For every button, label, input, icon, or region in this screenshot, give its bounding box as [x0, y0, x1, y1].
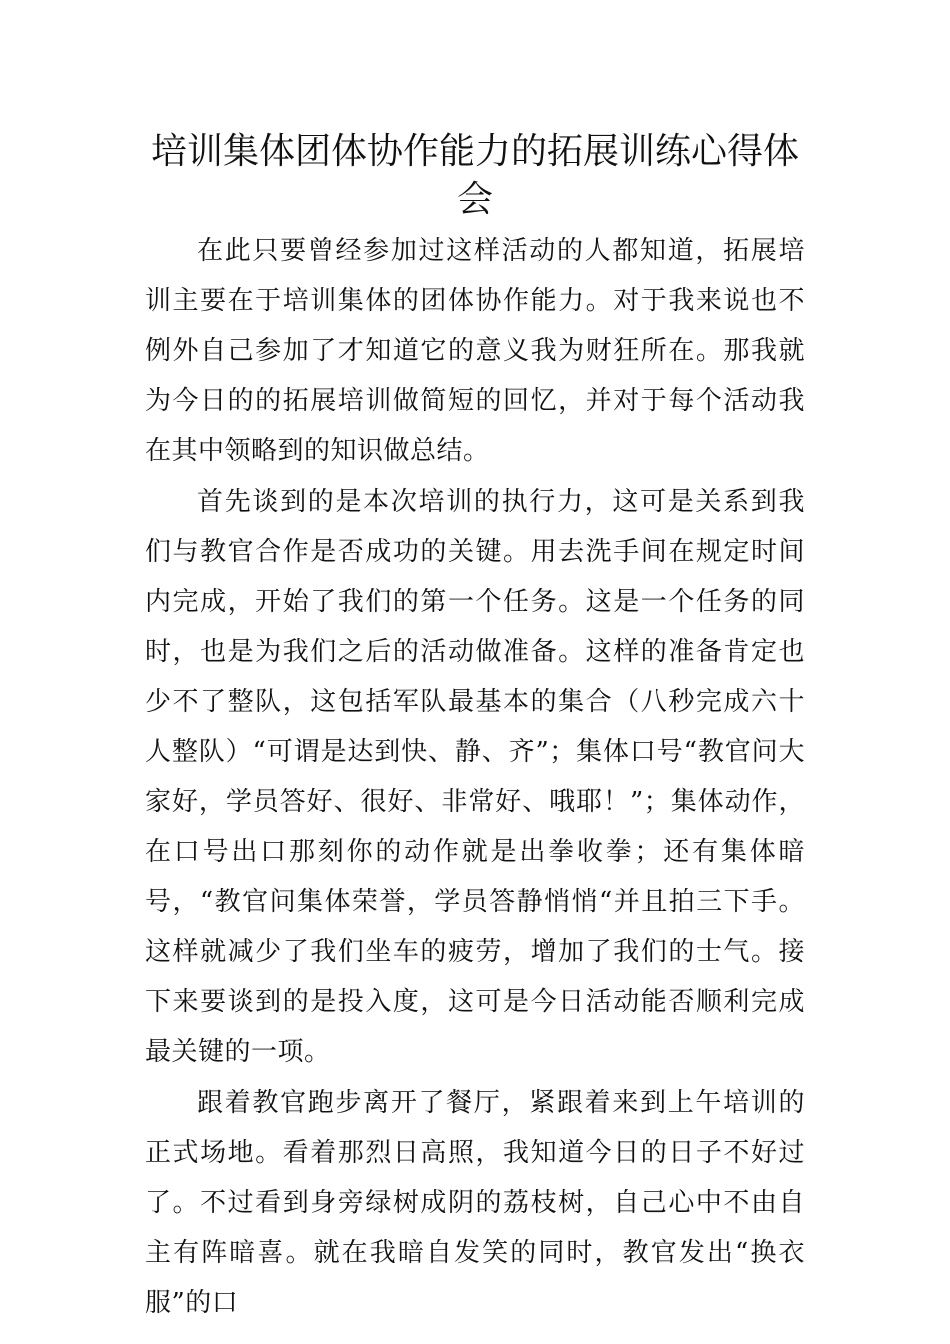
document-title: 培训集体团体协作能力的拓展训练心得体会 — [150, 131, 799, 220]
paragraph-2: 首先谈到的是本次培训的执行力，这可是关系到我们与教官合作是否成功的关键。用去洗手间在规定时间内完成，开始了我们的第一个任务。这是一个任务的同时，也是为我们之后的活动做准备。这样的准备肯定也少不了整队，这包括军队最基本的集合（八秒完成六十人整队）“可谓是达到快、静、齐”；集体口号“教官问大家好，学员答好、很好、非常好、哦耶！”；集体动作，在口号出口那刻你的动作就是出拳收拳；还有集体暗号，“教官问集体荣誉，学员答静悄悄“并且拍三下手。这样就减少了我们坐车的疲劳，增加了我们的士气。接下来要谈到的是投入度，这可是今日活动能否顺利完成最关键的一项。 — [145, 487, 805, 1067]
paragraph-1: 在此只要曾经参加过这样活动的人都知道，拓展培训主要在于培训集体的团体协作能力。对于我来说也不例外自己参加了才知道它的意义我为财狂所在。那我就为今日的的拓展培训做简短的回忆，并对于每个活动我在其中领略到的知识做总结。 — [145, 236, 805, 466]
document-body — [145, 226, 805, 1328]
paragraph-3: 跟着教官跑步离开了餐厅，紧跟着来到上午培训的正式场地。看着那烈日高照，我知道今日的日子不好过了。不过看到身旁绿树成阴的荔枝树，自己心中不由自主有阵暗喜。就在我暗自发笑的同时，教官发出“换衣服”的口 — [145, 1088, 805, 1318]
